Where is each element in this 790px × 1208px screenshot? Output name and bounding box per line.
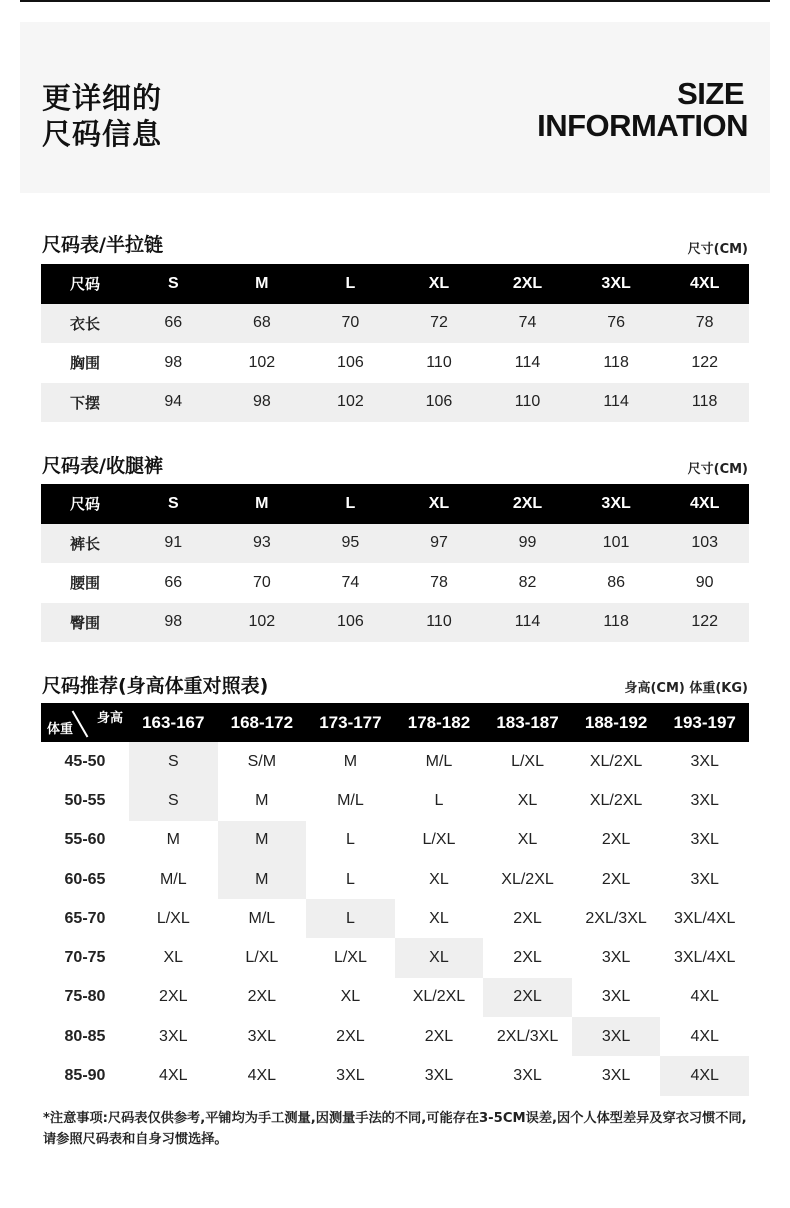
recommend-cell: S xyxy=(129,781,218,820)
recommend-cell: XL xyxy=(163,949,184,967)
table-cell: 95 xyxy=(306,524,395,564)
table-cell: 101 xyxy=(572,524,661,564)
recommend-cell: XL xyxy=(517,831,538,849)
table-cell: 68 xyxy=(218,304,307,344)
recommend-cell: 2XL xyxy=(159,988,188,1006)
recommend-cell: 4XL xyxy=(159,1067,188,1085)
weight-label: 45-50 xyxy=(64,752,106,770)
weight-label: 65-70 xyxy=(64,909,106,927)
recommend-cell: 4XL xyxy=(690,1027,719,1045)
column-header: S xyxy=(129,484,218,524)
corner-header xyxy=(41,703,129,742)
recommend-cell: L/XL xyxy=(422,831,456,849)
table-cell: 103 xyxy=(660,524,749,564)
table-row xyxy=(41,1017,749,1056)
table-cell: 97 xyxy=(395,524,484,564)
recommend-cell: 3XL xyxy=(690,752,719,770)
table-cell: 70 xyxy=(252,573,271,591)
table-row xyxy=(41,860,749,899)
recommend-cell: 2XL xyxy=(483,978,572,1017)
corner-height-label: 身高 xyxy=(96,711,123,726)
table-cell: 118 xyxy=(660,383,749,423)
corner-divider xyxy=(72,711,89,738)
table-row xyxy=(41,1056,749,1095)
column-header: L xyxy=(306,484,395,524)
table-cell: 102 xyxy=(248,353,276,371)
recommend-cell: 2XL/3XL xyxy=(496,1027,559,1045)
recommend-cell: M/L xyxy=(248,909,276,927)
recommend-cell: L xyxy=(345,870,355,888)
table-cell: 86 xyxy=(607,573,625,591)
table-cell: 99 xyxy=(483,524,572,564)
weight-label: 60-65 xyxy=(64,870,106,888)
table-cell: 74 xyxy=(483,304,572,344)
table-row xyxy=(41,938,749,977)
recommend-cell: M/L xyxy=(337,791,364,809)
table-cell: 110 xyxy=(483,383,572,423)
table-cell: 98 xyxy=(164,353,183,371)
table-cell: 122 xyxy=(660,603,749,643)
recommend-cell: XL/2XL xyxy=(412,988,466,1006)
table-cell: 90 xyxy=(695,573,714,591)
cn-title-line1: 更详细的 xyxy=(42,81,163,115)
table-row xyxy=(41,821,749,860)
table-row xyxy=(41,343,749,383)
column-header: 2XL xyxy=(483,484,572,524)
recommend-cell: M/L xyxy=(425,752,453,770)
height-header: 178-182 xyxy=(395,703,484,742)
recommend-cell: 4XL xyxy=(247,1067,277,1085)
recommend-cell: 4XL xyxy=(690,988,719,1006)
recommend-cell: 3XL xyxy=(247,1027,277,1045)
recommend-cell: S xyxy=(129,742,218,781)
table-cell: 78 xyxy=(430,573,448,591)
table1-unit: 尺寸(CM) xyxy=(687,242,748,257)
recommend-cell: 3XL xyxy=(159,1027,188,1045)
table-cell: 72 xyxy=(395,304,484,344)
recommend-cell: M/L xyxy=(159,870,187,888)
table-cell: 106 xyxy=(395,383,484,423)
table-cell: 70 xyxy=(306,304,395,344)
column-header: 尺码 xyxy=(41,264,129,304)
weight-label: 55-60 xyxy=(64,831,106,849)
recommend-cell: XL/2XL xyxy=(501,870,554,888)
table-row xyxy=(41,781,749,820)
recommend-cell: 3XL xyxy=(513,1067,542,1085)
weight-label: 50-55 xyxy=(64,791,106,809)
size-note: *注意事项:尺码表仅供参考,平铺均为手工测量,因测量手法的不同,可能存在3-5CM误差,因个人体型差异及穿衣习惯不同,请参照尺码表和自身习惯选择。 xyxy=(43,1111,747,1147)
table-cell: 82 xyxy=(518,573,537,591)
column-header: XL xyxy=(395,484,484,524)
table-cell: 110 xyxy=(395,603,484,643)
row-label: 衣长 xyxy=(41,304,129,344)
table-header-row xyxy=(41,484,749,524)
table3-title: 尺码推荐(身高体重对照表) xyxy=(42,675,269,697)
recommend-cell: 2XL xyxy=(601,831,631,849)
recommend-cell: 2XL xyxy=(424,1027,454,1045)
table-cell: 106 xyxy=(337,353,364,371)
recommend-cell: 2XL xyxy=(601,870,631,888)
recommend-cell: XL xyxy=(395,938,484,977)
recommend-cell: 2XL xyxy=(513,909,542,927)
table-row xyxy=(41,563,749,603)
recommend-cell: 2XL xyxy=(336,1027,365,1045)
column-header: XL xyxy=(395,264,484,304)
recommend-cell: 2XL xyxy=(513,949,542,967)
column-header: M xyxy=(218,264,307,304)
column-header: 4XL xyxy=(660,484,749,524)
row-label: 裤长 xyxy=(41,524,129,564)
recommend-cell: L/XL xyxy=(333,949,367,967)
table2-unit: 尺寸(CM) xyxy=(687,462,748,477)
recommend-cell: L/XL xyxy=(156,909,190,927)
recommend-cell: 3XL/4XL xyxy=(673,909,736,927)
column-header: S xyxy=(129,264,218,304)
cn-title-line2: 尺码信息 xyxy=(42,117,163,151)
table-cell: 66 xyxy=(129,304,218,344)
recommend-cell: M xyxy=(218,821,307,860)
recommend-cell: XL xyxy=(517,791,538,809)
recommend-cell: 2XL xyxy=(247,988,277,1006)
size-recommendation-table xyxy=(41,703,749,1096)
table-cell: 114 xyxy=(572,383,661,423)
column-header: 尺码 xyxy=(41,484,129,524)
recommend-cell: 3XL xyxy=(572,1017,661,1056)
table2-title: 尺码表/收腿裤 xyxy=(42,455,163,477)
header-banner xyxy=(20,22,770,193)
cn-page-title xyxy=(42,80,162,152)
table-cell: 114 xyxy=(514,353,541,371)
en-page-title xyxy=(537,78,748,142)
recommend-cell: S/M xyxy=(247,752,277,770)
height-header: 188-192 xyxy=(572,703,661,742)
table-cell: 76 xyxy=(572,304,661,344)
height-header: 163-167 xyxy=(129,703,218,742)
weight-label: 70-75 xyxy=(64,949,106,967)
recommend-cell: 3XL xyxy=(424,1067,454,1085)
row-label: 下摆 xyxy=(41,383,129,423)
height-header: 193-197 xyxy=(660,703,749,742)
column-header: M xyxy=(218,484,307,524)
table-row xyxy=(41,383,749,423)
column-header: 3XL xyxy=(572,264,661,304)
table-cell: 98 xyxy=(218,383,307,423)
recommend-cell: XL xyxy=(429,870,449,888)
table-row xyxy=(41,899,749,938)
recommend-cell: XL/2XL xyxy=(589,791,643,809)
table-cell: 118 xyxy=(603,353,629,371)
corner-weight-label: 体重 xyxy=(47,722,74,737)
column-header: 3XL xyxy=(572,484,661,524)
table-cell: 122 xyxy=(691,353,719,371)
row-label: 臀围 xyxy=(41,603,129,643)
recommend-cell: M xyxy=(255,791,269,809)
column-header: L xyxy=(306,264,395,304)
table1-title: 尺码表/半拉链 xyxy=(42,234,163,256)
recommend-cell: L/XL xyxy=(511,752,544,770)
table-row xyxy=(41,304,749,344)
recommend-cell: XL/2XL xyxy=(589,752,643,770)
table-cell: 102 xyxy=(306,383,395,423)
recommend-cell: L/XL xyxy=(245,949,279,967)
top-border xyxy=(20,0,770,2)
height-header: 168-172 xyxy=(218,703,307,742)
recommend-cell: 3XL xyxy=(601,1067,631,1085)
en-title-line1: SIZE xyxy=(677,76,744,111)
table-header-row xyxy=(41,703,749,742)
weight-label: 80-85 xyxy=(64,1027,106,1045)
table3-unit: 身高(CM) 体重(KG) xyxy=(624,681,748,696)
table-cell: 110 xyxy=(426,353,452,371)
size-table-top xyxy=(41,264,749,422)
height-header: 173-177 xyxy=(306,703,395,742)
recommend-cell: XL xyxy=(429,909,449,927)
table-row xyxy=(41,603,749,643)
table-cell: 106 xyxy=(306,603,395,643)
recommend-cell: XL xyxy=(340,988,361,1006)
recommend-cell: M xyxy=(166,831,180,849)
table-cell: 91 xyxy=(129,524,218,564)
en-title-line2: INFORMATION xyxy=(537,108,748,143)
recommend-cell: L xyxy=(434,791,444,809)
size-table-pants xyxy=(41,484,749,642)
table-cell: 66 xyxy=(164,573,183,591)
weight-label: 75-80 xyxy=(64,988,106,1006)
recommend-cell: 3XL xyxy=(690,870,719,888)
column-header: 2XL xyxy=(483,264,572,304)
table-cell: 98 xyxy=(129,603,218,643)
recommend-cell: 3XL xyxy=(690,791,719,809)
table-cell: 74 xyxy=(341,573,360,591)
recommend-cell: 3XL/4XL xyxy=(673,949,736,967)
recommend-cell: 4XL xyxy=(660,1056,749,1095)
row-label: 腰围 xyxy=(69,574,100,593)
recommend-cell: 3XL xyxy=(336,1067,365,1085)
recommend-cell: M xyxy=(343,752,358,770)
table-row xyxy=(41,524,749,564)
table-cell: 94 xyxy=(129,383,218,423)
table-row xyxy=(41,978,749,1017)
table-cell: 93 xyxy=(218,524,307,564)
recommend-cell: M xyxy=(218,860,307,899)
column-header: 4XL xyxy=(660,264,749,304)
recommend-cell: 2XL/3XL xyxy=(585,909,647,927)
table-cell: 114 xyxy=(483,603,572,643)
recommend-cell: L xyxy=(345,831,355,849)
row-label: 胸围 xyxy=(69,354,100,373)
recommend-cell: 3XL xyxy=(690,831,719,849)
table-header-row xyxy=(41,264,749,304)
recommend-cell: 3XL xyxy=(601,949,631,967)
weight-label: 85-90 xyxy=(64,1067,106,1085)
table-cell: 118 xyxy=(572,603,661,643)
height-header: 183-187 xyxy=(483,703,572,742)
table-cell: 78 xyxy=(660,304,749,344)
recommend-cell: L xyxy=(306,899,395,938)
recommend-cell: 3XL xyxy=(601,988,631,1006)
table-cell: 102 xyxy=(218,603,307,643)
table-row xyxy=(41,742,749,781)
